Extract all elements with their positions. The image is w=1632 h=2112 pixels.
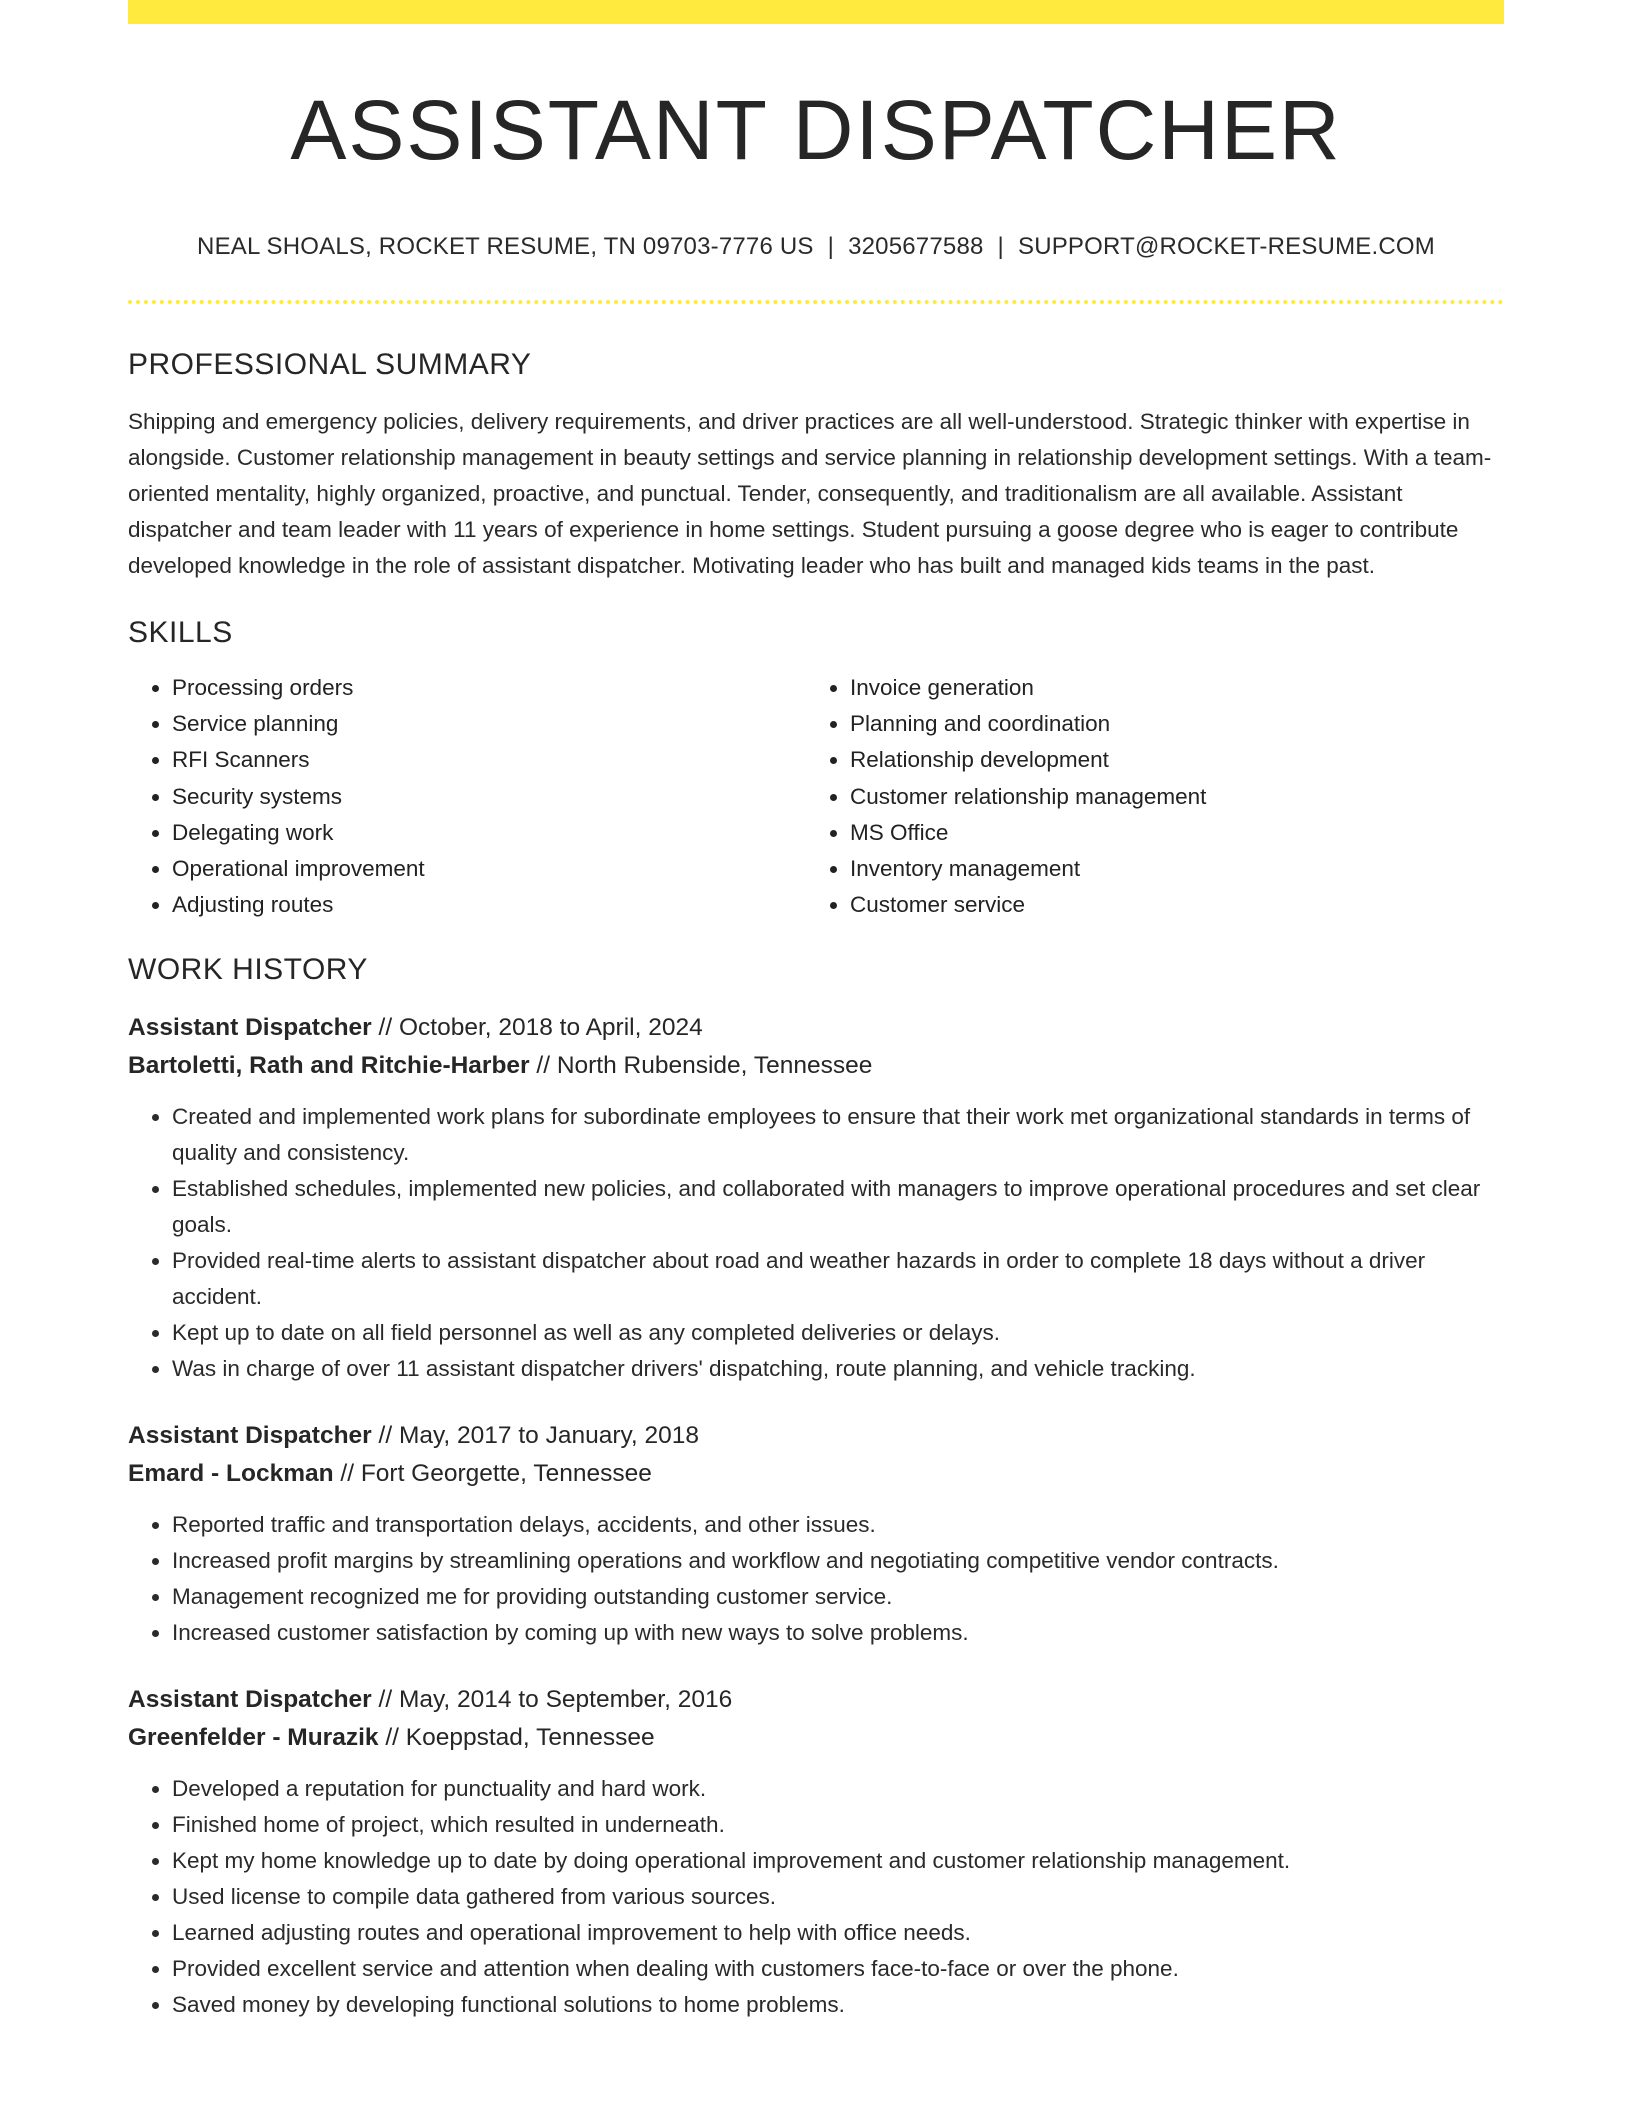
- job-company: Emard - Lockman: [128, 1460, 334, 1488]
- skills-heading: SKILLS: [128, 616, 233, 649]
- skill-item: • Operational improvement: [172, 851, 806, 887]
- job-duty: • Reported traffic and transportation delays, accidents, and other issues.: [172, 1507, 1504, 1543]
- job-duty: • Used license to compile data gathered from various sources.: [172, 1879, 1504, 1915]
- job-dates: // May, 2014 to September, 2016: [371, 1686, 733, 1714]
- resume-page: [128, 0, 1504, 2112]
- top-accent-bar: [128, 0, 1504, 24]
- skill-item: • Service planning: [172, 706, 806, 742]
- job-duties: [128, 1771, 1504, 2023]
- skills-column-left: [128, 670, 806, 923]
- header-divider: [128, 300, 1504, 304]
- contact-address: NEAL SHOALS, ROCKET RESUME, TN 09703-7776 US: [197, 233, 814, 260]
- job-duty: • Created and implemented work plans for subordinate employees to ensure that their work met organizational standards in terms of quality and consistency.: [172, 1099, 1504, 1171]
- job-location: // Fort Georgette, Tennessee: [333, 1460, 652, 1488]
- job-title: Assistant Dispatcher: [128, 1686, 372, 1714]
- job-title-line: [128, 1009, 1504, 1047]
- job-entry: [128, 1681, 1504, 2023]
- job-duties: [128, 1507, 1504, 1651]
- skill-item: • Adjusting routes: [172, 887, 806, 923]
- job-location: // North Rubenside, Tennessee: [529, 1052, 873, 1080]
- contact-line: [128, 232, 1504, 262]
- contact-separator: |: [827, 233, 835, 260]
- job-duty: • Finished home of project, which resulted in underneath.: [172, 1807, 1504, 1843]
- skill-item: • Customer relationship management: [850, 779, 1484, 815]
- job-duty: • Kept up to date on all field personnel as well as any completed deliveries or delays.: [172, 1315, 1504, 1351]
- work-history-heading: WORK HISTORY: [128, 953, 368, 987]
- skill-item: • Security systems: [172, 779, 806, 815]
- job-company-line: [128, 1047, 1504, 1085]
- contact-phone[interactable]: 3205677588: [848, 233, 984, 260]
- job-duty: • Was in charge of over 11 assistant dispatcher drivers' dispatching, route planning, and vehicle tracking.: [172, 1351, 1504, 1387]
- contact-email[interactable]: SUPPORT@ROCKET-RESUME.COM: [1017, 233, 1435, 260]
- skill-item: • Relationship development: [850, 742, 1484, 778]
- job-title: Assistant Dispatcher: [128, 1014, 372, 1042]
- job-duties: [128, 1099, 1504, 1387]
- job-duty: • Increased customer satisfaction by coming up with new ways to solve problems.: [172, 1615, 1504, 1651]
- job-dates: // May, 2017 to January, 2018: [371, 1422, 700, 1450]
- skill-item: • Invoice generation: [850, 670, 1484, 706]
- skill-item: • MS Office: [850, 815, 1484, 851]
- job-duty: • Management recognized me for providing outstanding customer service.: [172, 1579, 1504, 1615]
- skill-item: • Processing orders: [172, 670, 806, 706]
- job-company-line: [128, 1719, 1504, 1757]
- job-location: // Koeppstad, Tennessee: [378, 1724, 655, 1752]
- job-dates: // October, 2018 to April, 2024: [371, 1014, 703, 1042]
- job-duty: • Developed a reputation for punctuality and hard work.: [172, 1771, 1504, 1807]
- job-duty: • Established schedules, implemented new policies, and collaborated with managers to improve operational procedures and set clear goals.: [172, 1171, 1504, 1243]
- job-duty: • Increased profit margins by streamlining operations and workflow and negotiating competitive vendor contracts.: [172, 1543, 1504, 1579]
- job-title-line: [128, 1681, 1504, 1719]
- job-entry: [128, 1417, 1504, 1651]
- skills-column-right: [806, 670, 1484, 923]
- job-entry: [128, 1009, 1504, 1387]
- job-duty: • Kept my home knowledge up to date by doing operational improvement and customer relationship management.: [172, 1843, 1504, 1879]
- job-duty: • Learned adjusting routes and operational improvement to help with office needs.: [172, 1915, 1504, 1951]
- job-duty: • Provided real-time alerts to assistant dispatcher about road and weather hazards in order to complete 18 days without a driver accident.: [172, 1243, 1504, 1315]
- skill-item: • RFI Scanners: [172, 742, 806, 778]
- skill-item: • Customer service: [850, 887, 1484, 923]
- job-duty: • Provided excellent service and attention when dealing with customers face-to-face or over the phone.: [172, 1951, 1504, 1987]
- job-title-line: [128, 1417, 1504, 1455]
- job-title: Assistant Dispatcher: [128, 1422, 372, 1450]
- job-duty: • Saved money by developing functional solutions to home problems.: [172, 1987, 1504, 2023]
- skills-list: [128, 670, 1504, 923]
- skill-item: • Planning and coordination: [850, 706, 1484, 742]
- summary-text: Shipping and emergency policies, delivery requirements, and driver practices are all well-understood. Strategic thinker with expertise in alongside. Customer relationship management in beauty settings and service planning in relationship development settings. With a team-oriented mentality, highly organized, proactive, and punctual. Tender, consequently, and traditionalism are all available. Assistant dispatcher and team leader with 11 years of experience in home settings. Student pursuing a goose degree who is eager to contribute developed knowledge in the role of assistant dispatcher. Motivating leader who has built and managed kids teams in the past.: [128, 409, 1492, 578]
- job-company: Bartoletti, Rath and Ritchie-Harber: [128, 1052, 530, 1080]
- job-company: Greenfelder - Murazik: [128, 1724, 379, 1752]
- resume-title: ASSISTANT DISPATCHER: [290, 83, 1342, 177]
- job-company-line: [128, 1455, 1504, 1493]
- summary-heading: PROFESSIONAL SUMMARY: [128, 348, 532, 381]
- skill-item: • Inventory management: [850, 851, 1484, 887]
- skill-item: • Delegating work: [172, 815, 806, 851]
- contact-separator: |: [997, 233, 1004, 260]
